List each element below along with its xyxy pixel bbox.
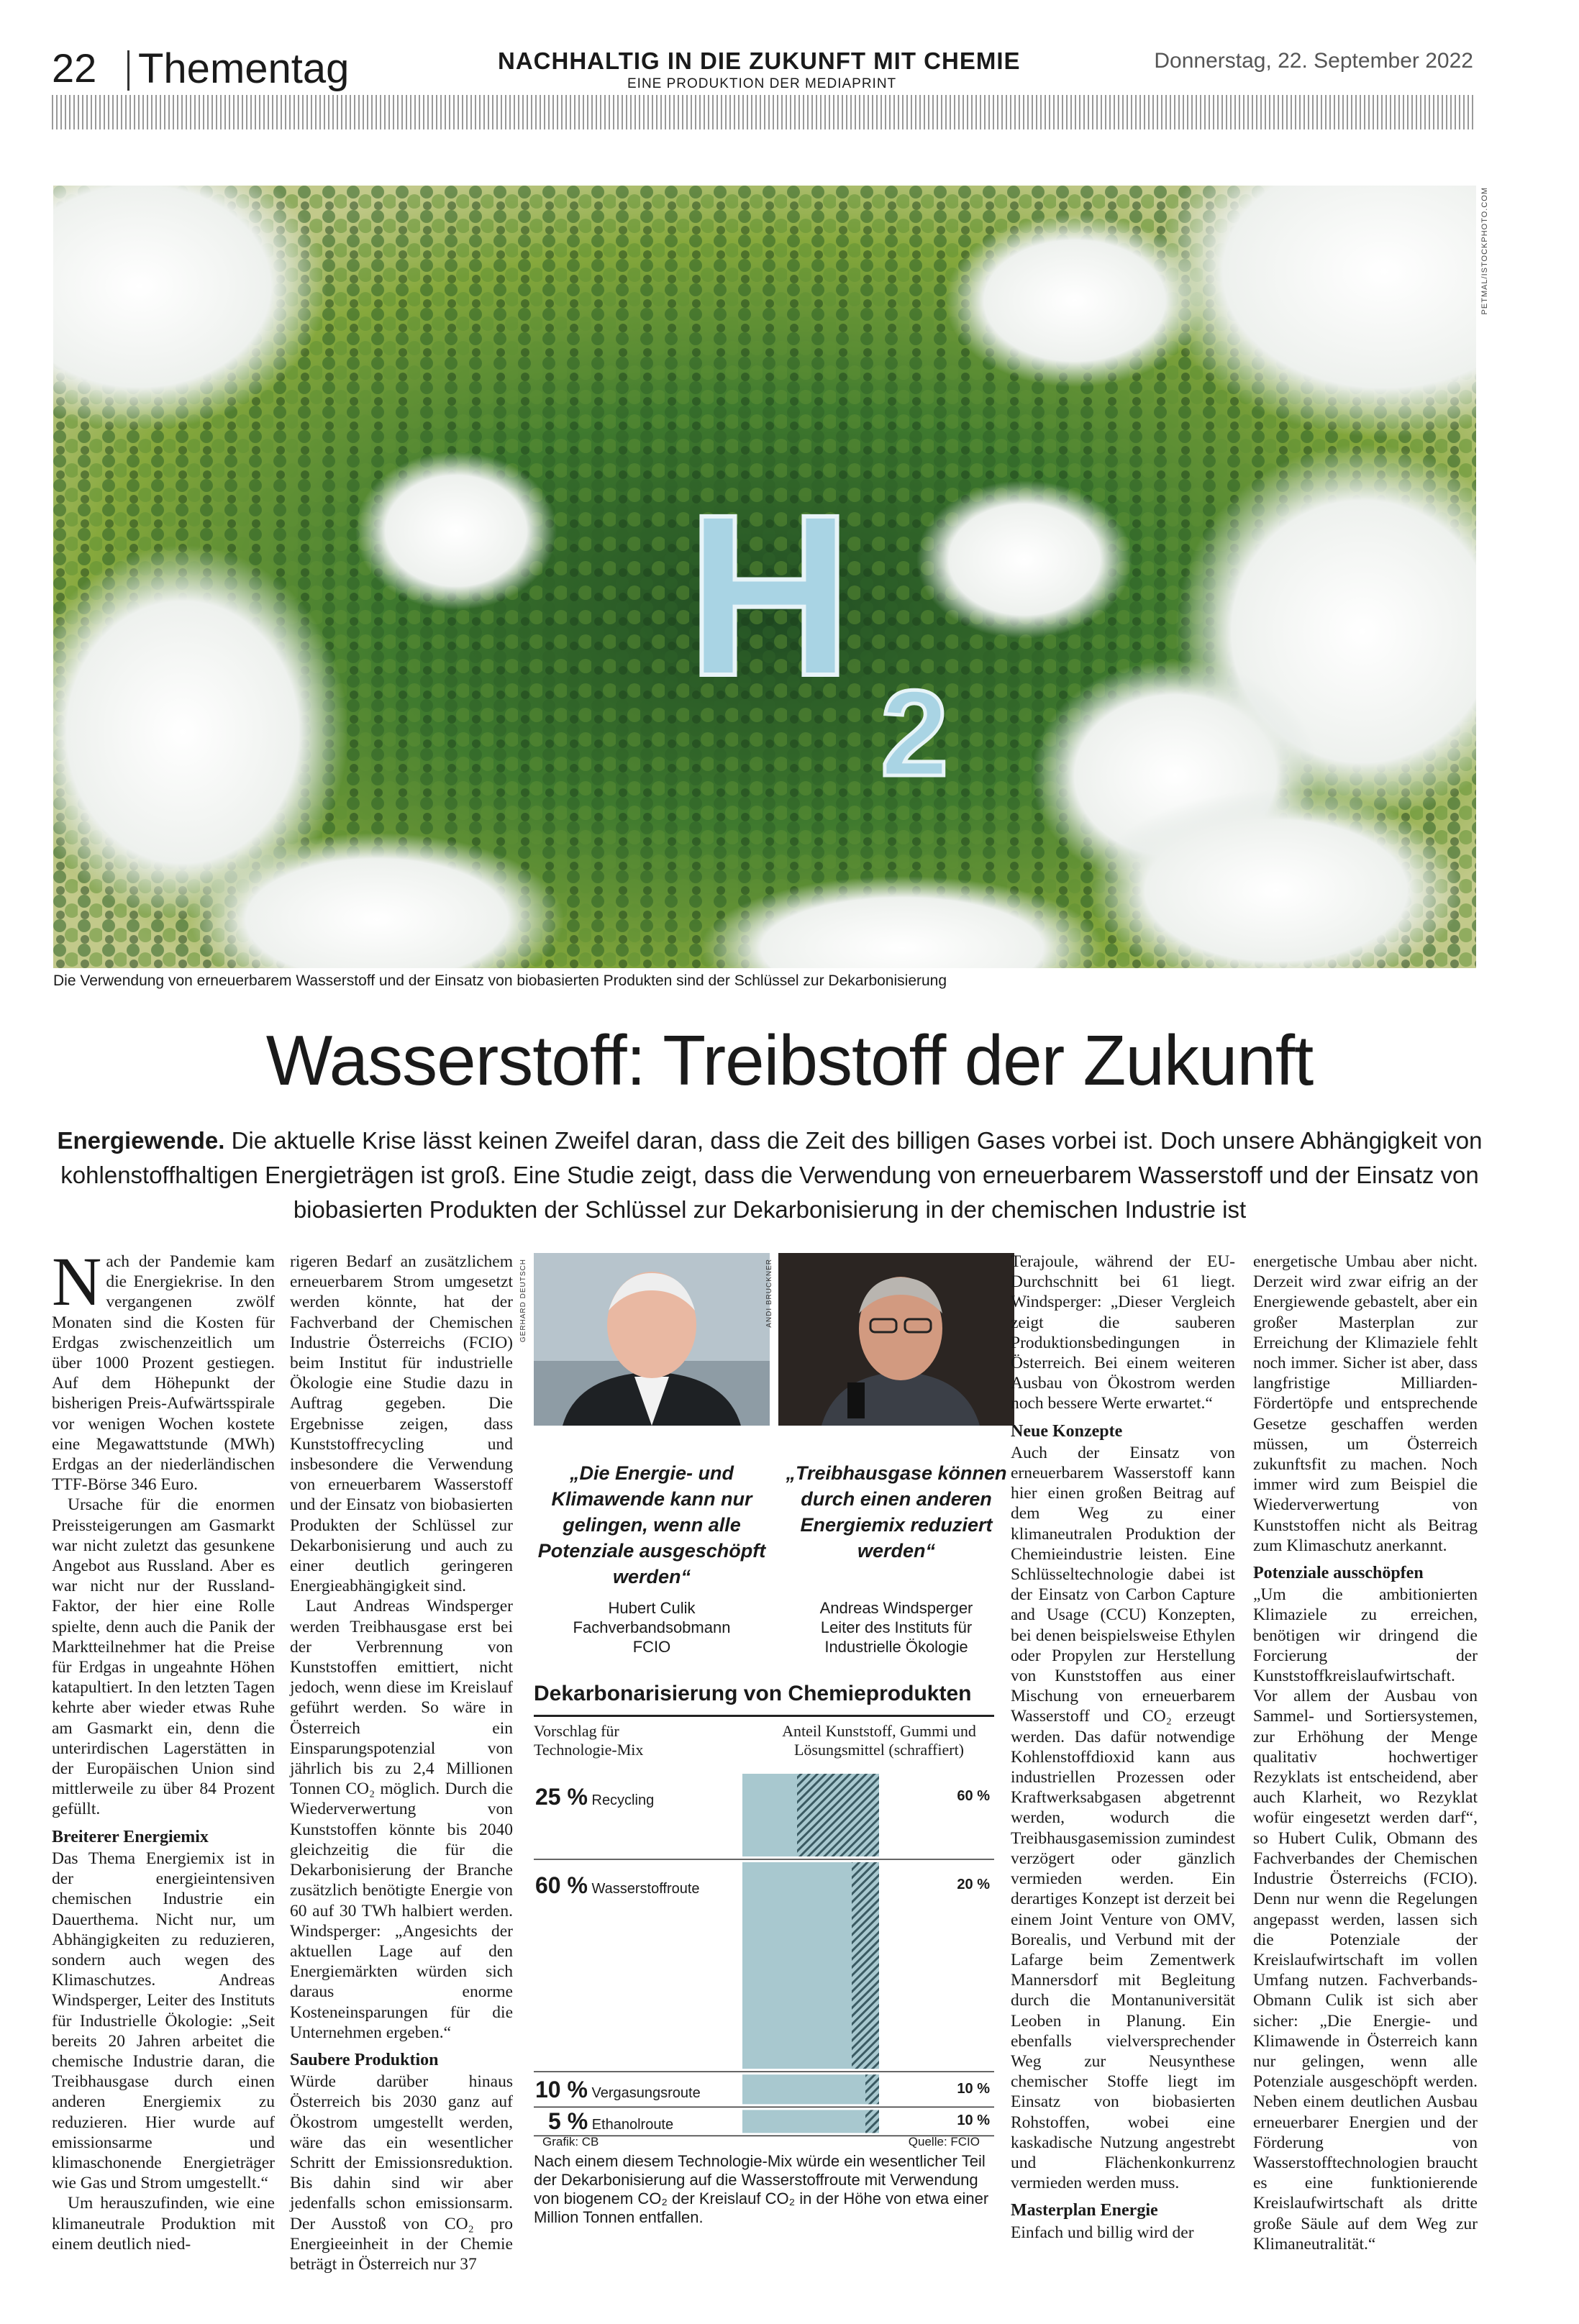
chart-bar-ethanolroute: [742, 2110, 879, 2133]
chart-left-value: 5 %: [548, 2108, 588, 2135]
paragraph: Ursache für die enormen Preissteigerungen am Gasmarkt war nicht zuletzt das gesunkene Angebot aus Russland. Aber es war nicht nur der Russland-Faktor, der hier eine Rolle spielte, denn auch die Panik der Marktteilnehmer hat die Preise für Erdgas in ungeahnte Höhen katapultiert. In den letzten Tagen kehrte aber wieder etwas Ruhe am Gasmarkt ein, denn die unterirdischen Lagerstätten in der Europäischen Union sind mittlerweile zu über 84 Prozent gefüllt.: [52, 1495, 275, 1819]
portrait-culik: [534, 1253, 770, 1426]
quote-role: Fachverbandsobmann: [573, 1618, 731, 1636]
subheading: Breiterer Energiemix: [52, 1827, 209, 1846]
chart-hatch-recycling: [797, 1774, 879, 1856]
chart-left-value: 25 %: [535, 1784, 588, 1810]
paragraph: Laut Andreas Windsperger werden Treibhausgase erst bei der Verbrennung von Kunststoffen emittiert, nicht jedoch, wenn diese im Kreislauf geführt werden. So wäre in Österreich ein Einsparungspotenzial von jährlich bis zu 2,4 Millionen Tonnen CO₂ möglich. Durch die Wiederverwertung von Kunststoffen könnte bis 2040 gleichzeitig die für die Dekarbonisierung der Branche zusätzlich benötigte Energie von 60 auf 30 TWh halbiert werden. Windsperger: „Angesichts der aktuellen Lage auf den Energiemärkten würden sich daraus enorme Kosteneinsparungen für die Unternehmen ergeben.“: [290, 1597, 513, 2042]
hero-photo-credit: PETMAL/ISTOCKPHOTO.COM: [1480, 187, 1489, 315]
paragraph: energetische Umbau aber nicht. Derzeit wird zwar eifrig an der Energiewende gebastelt, aber ein großer Masterplan zur Erreichung der Klimaziele fehlt noch immer. Sicher ist aber, dass langfristige Milliarden-Fördertöpfe und entsprechende Gesetze geschaffen werden müssen, um Österreich zukunftsfit zu machen. Noch immer wird zum Beispiel die Wiederverwertung von Kunststoffen nicht als Beitrag zum Klimaschutz anerkannt.: [1253, 1252, 1478, 1555]
portrait-photo: [778, 1253, 1014, 1426]
article-column-2: [290, 1252, 513, 2274]
paragraph: rigeren Bedarf an zusätzlichem erneuerbarem Strom umgesetzt werden könnte, hat der Fachverband der Chemischen Industrie Österreichs (FCIO) beim Institut für industrielle Ökologie eine Studie dazu in Auftrag gegeben. Die Ergebnisse zeigen, dass Kunststoffrecycling und insbesondere die Verwendung von erneuerbarem Wasserstoff und der Einsatz von biobasierten Produkten der Schlüssel zur Dekarbonisierung und auch zu einer deutlich geringeren Energieabhängigkeit sind.: [290, 1252, 513, 1596]
quote-name: Hubert Culik: [608, 1599, 696, 1617]
hero-caption: Die Verwendung von erneuerbarem Wasserstoff und der Einsatz von biobasierten Produkten sind der Schlüssel zur Dekarbonisierung: [53, 972, 947, 989]
paragraph: Würde darüber hinaus Österreich bis 2030 ganz auf Ökostrom umgestellt werden, wäre das ein wesentlicher Schritt der Emissionsreduktion. Bis dahin sind wir aber jedenfalls schon emissionsarm. Der Ausstoß von CO₂ pro Energieeinheit in der Chemie beträgt in Österreich nur 37: [290, 2072, 513, 2274]
header-divider: [127, 50, 129, 91]
h2-letter: H: [686, 466, 853, 724]
chart-category-label: [535, 1872, 700, 1899]
quote-attribution-culik: [537, 1598, 767, 1657]
issue-date: Donnerstag, 22. September 2022: [1154, 49, 1473, 73]
article-lead: [50, 1124, 1489, 1227]
chart-right-value: 20 %: [957, 1877, 990, 1892]
paragraph: Das Thema Energiemix ist in der energieintensiven chemischen Industrie ein Dauerthema. Nicht nur, um Abhängigkeiten zu reduzieren, sondern auch wegen des Klimaschutzes. Andreas Windsperger, Leiter des Instituts für Industrielle Ökologie: „Seit bereits 20 Jahren arbeitet die chemische Industrie daran, die Treibhausgase durch einen anderen Energiemix zu reduzieren. Hier wurde auf emissionsarme und klimaschonende Energieträger wie Gas und Strom umgestellt.“: [52, 1849, 275, 2193]
page-header: [52, 45, 1476, 129]
pull-quote-culik: „Die Energie- und Klimawende kann nur gelingen, wenn alle Potenziale ausgeschöpft werden“: [537, 1462, 766, 1587]
chart-category-name: Recycling: [587, 1792, 655, 1808]
left-header-text: Vorschlag für Technologie-Mix: [534, 1722, 644, 1759]
paragraph: Terajoule, während der EU-Durchschnitt bei 61 liegt. Windsperger: „Dieser Vergleich zeigt die sauberen Produktionsbedingungen in Österreich. Bei einem weiteren Ausbau von Ökostrom werden noch bessere Werte erwartet.“: [1011, 1252, 1235, 1413]
drop-cap: N: [52, 1243, 102, 1320]
article-column-6: [1253, 1252, 1478, 2254]
subheading: Saubere Produktion: [290, 2050, 439, 2069]
paragraph: „Um die ambitionierten Klimaziele zu erreichen, benötigen wir dringend die Forcierung der Kunststoffkreislaufwirtschaft. Vor allem der Ausbau von Sammel- und Sortiersystemen, zur Erhöhung der Menge qualitativ hochwertiger Rezyklats ist entscheidend, aber auch Klarheit, wo Rezyklat wofür eingesetzt werden darf“, so Hubert Culik, Obmann des Fachverbandes der Chemischen Industrie Österreichs (FCIO). Denn nur wenn die Regelungen angepasst werden, lassen sich die Potenziale der Kreislaufwirtschaft im vollen Umfang nutzen. Fachverbands-Obmann Culik ist sich aber sicher: „Die Energie- und Klimawende in Österreich kann nur gelingen, wenn alle Potenziale ausgeschöpft werden. Neben einem deutlichen Ausbau erneuerbarer Energien und der Förderung von Wasserstofftechnologien braucht es eine funktionierende Kreislaufwirtschaft als dritte große Säule auf dem Weg zur Klimaneutralität.“: [1253, 1585, 1478, 2254]
chart-title: Dekarbonarisierung von Chemieprodukten: [534, 1682, 972, 1705]
article-column-5: [1011, 1252, 1235, 2243]
chart-source: Quelle: FCIO: [908, 2135, 980, 2148]
quote-attribution-windsperger: [781, 1598, 1011, 1657]
chart-category-label: [535, 1784, 654, 1810]
photo-credit: ANDI BRUCKNER: [765, 1259, 773, 1328]
chart-hatch-wasserstoffroute: [852, 1862, 879, 2069]
chart-right-header: Anteil Kunststoff, Gummi und Lösungsmittel (schraffiert): [782, 1722, 976, 1759]
lead-kicker: Energiewende.: [57, 1127, 225, 1154]
quote-org: FCIO: [632, 1638, 671, 1656]
paragraph: ach der Pandemie kam die Energiekrise. In den vergangenen zwölf Monaten sind die Kosten für Erdgas zwischenzeitlich um über 1000 Prozent gestiegen. Auf dem Höhepunkt der bisherigen Preis-Aufwärtsspirale vor wenigen Wochen kostete eine Megawattstunde (MWh) Erdgas an der niederländischen TTF-Börse 346 Euro.: [52, 1252, 275, 1495]
chart-category-name: Vergasungsroute: [587, 2084, 701, 2101]
article-headline: Wasserstoff: Treibstoff der Zukunft: [265, 1021, 1314, 1100]
decarbonization-chart: [534, 1682, 994, 2226]
paragraph: Um herauszufinden, wie eine klimaneutrale Produktion mit einem deutlich nied-: [52, 2194, 275, 2254]
chart-note: Nach einem diesem Technologie-Mix würde ein wesentlicher Teil der Dekarbonisierung auf die Wasserstoffroute mit Verwendung von biogenem CO₂ der Kreislauf CO₂ in der Höhe von etwa einer Million Tonnen entfallen.: [534, 2152, 989, 2226]
header-hatch-band: [52, 95, 1476, 129]
photo-credit: GERHARD DEUTSCH: [519, 1259, 527, 1343]
chart-right-value: 10 %: [957, 2113, 990, 2129]
chart-bar-vergasungsroute: [742, 2074, 879, 2104]
lead-text: Die aktuelle Krise lässt keinen Zweifel daran, dass die Zeit des billigen Gases vorbei ist. Doch unsere Abhängigkeit von kohlenstoffhaltigen Energieträgen ist groß. Eine Studie zeigt, dass die Verwendung von erneuerbarem Wasserstoff und der Einsatz von biobasierten Produkten der Schlüssel zur Dekarbonisierung in der chemischen Industrie ist: [60, 1127, 1483, 1223]
supplement-title: NACHHALTIG IN DIE ZUKUNFT MIT CHEMIE: [498, 47, 1021, 74]
chart-hatch-ethanolroute: [865, 2110, 879, 2133]
chart-category-label: [535, 2077, 701, 2103]
portrait-windsperger: [778, 1253, 1014, 1426]
forest-h2-illustration: [53, 186, 1476, 968]
pull-quote-windsperger: „Treibhausgase können durch einen anderen Energiemix reduziert werden“: [786, 1462, 1007, 1562]
chart-right-value: 60 %: [957, 1788, 990, 1804]
subheading: Potenziale ausschöpfen: [1253, 1564, 1424, 1583]
section-title: Thementag: [138, 45, 350, 92]
chart-category-label: [548, 2108, 673, 2135]
chart-left-value: 10 %: [535, 2076, 588, 2102]
h2-subscript: 2: [880, 665, 949, 802]
paragraph: Einfach und billig wird der: [1011, 2223, 1194, 2242]
article-column-1: [52, 1243, 275, 2254]
chart-category-name: Wasserstoffroute: [587, 1881, 700, 1897]
quote-name: Andreas Windsperger: [819, 1599, 973, 1617]
portrait-photo: [534, 1253, 770, 1426]
quote-role: Leiter des Instituts für: [820, 1618, 973, 1636]
subheading: Neue Konzepte: [1011, 1421, 1123, 1441]
chart-hatch-vergasungsroute: [865, 2074, 879, 2104]
chart-left-header: [534, 1722, 670, 1759]
chart-right-value: 10 %: [957, 2080, 990, 2097]
paragraph: Auch der Einsatz von erneuerbarem Wasserstoff kann hier einen großen Beitrag auf dem Weg zu einer klimaneutralen Produktion der Chemieindustrie leisten. Eine Schlüsseltechnologie dabei ist der Einsatz von Carbon Capture and Usage (CCU) Konzepten, bei denen beispielsweise Ethylen oder Propylen zur Herstellung von Kunststoffen aus einer Mischung von erneuerbarem Wasserstoff und CO₂ erzeugt werden. Das dafür notwendige Kohlenstoffdioxid kann aus industriellen Prozessen oder Kraftwerksabgasen abgetrennt werden, wodurch die Treibhausgasemission zumindest verzögert oder gänzlich vermieden werden. Ein derartiges Konzept ist derzeit bei einem Joint Venture von OMV, Borealis, und Verbund mit der Lafarge beim Zementwerk Mannersdorf mit Begleitung durch die Montanuniversität Leoben in Planung. Ein ebenfalls vielversprechender Weg zur Neusynthese chemischer Stoffe liegt im Einsatz von biobasierten Rohstoffen, wobei eine kaskadische Nutzung angestrebt und Flächenkonkurrenz vermieden werden muss.: [1011, 1443, 1235, 2193]
production-note: EINE PRODUKTION DER MEDIAPRINT: [627, 76, 897, 91]
hero-image: [53, 186, 1476, 968]
chart-title-rule: [534, 1715, 994, 1717]
chart-category-name: Ethanolroute: [588, 2117, 674, 2133]
page-number: 22: [52, 45, 97, 91]
chart-left-value: 60 %: [535, 1872, 588, 1898]
subheading: Masterplan Energie: [1011, 2201, 1158, 2220]
quote-org: Industrielle Ökologie: [824, 1638, 968, 1656]
chart-graphic-credit: Grafik: CB: [542, 2135, 599, 2148]
